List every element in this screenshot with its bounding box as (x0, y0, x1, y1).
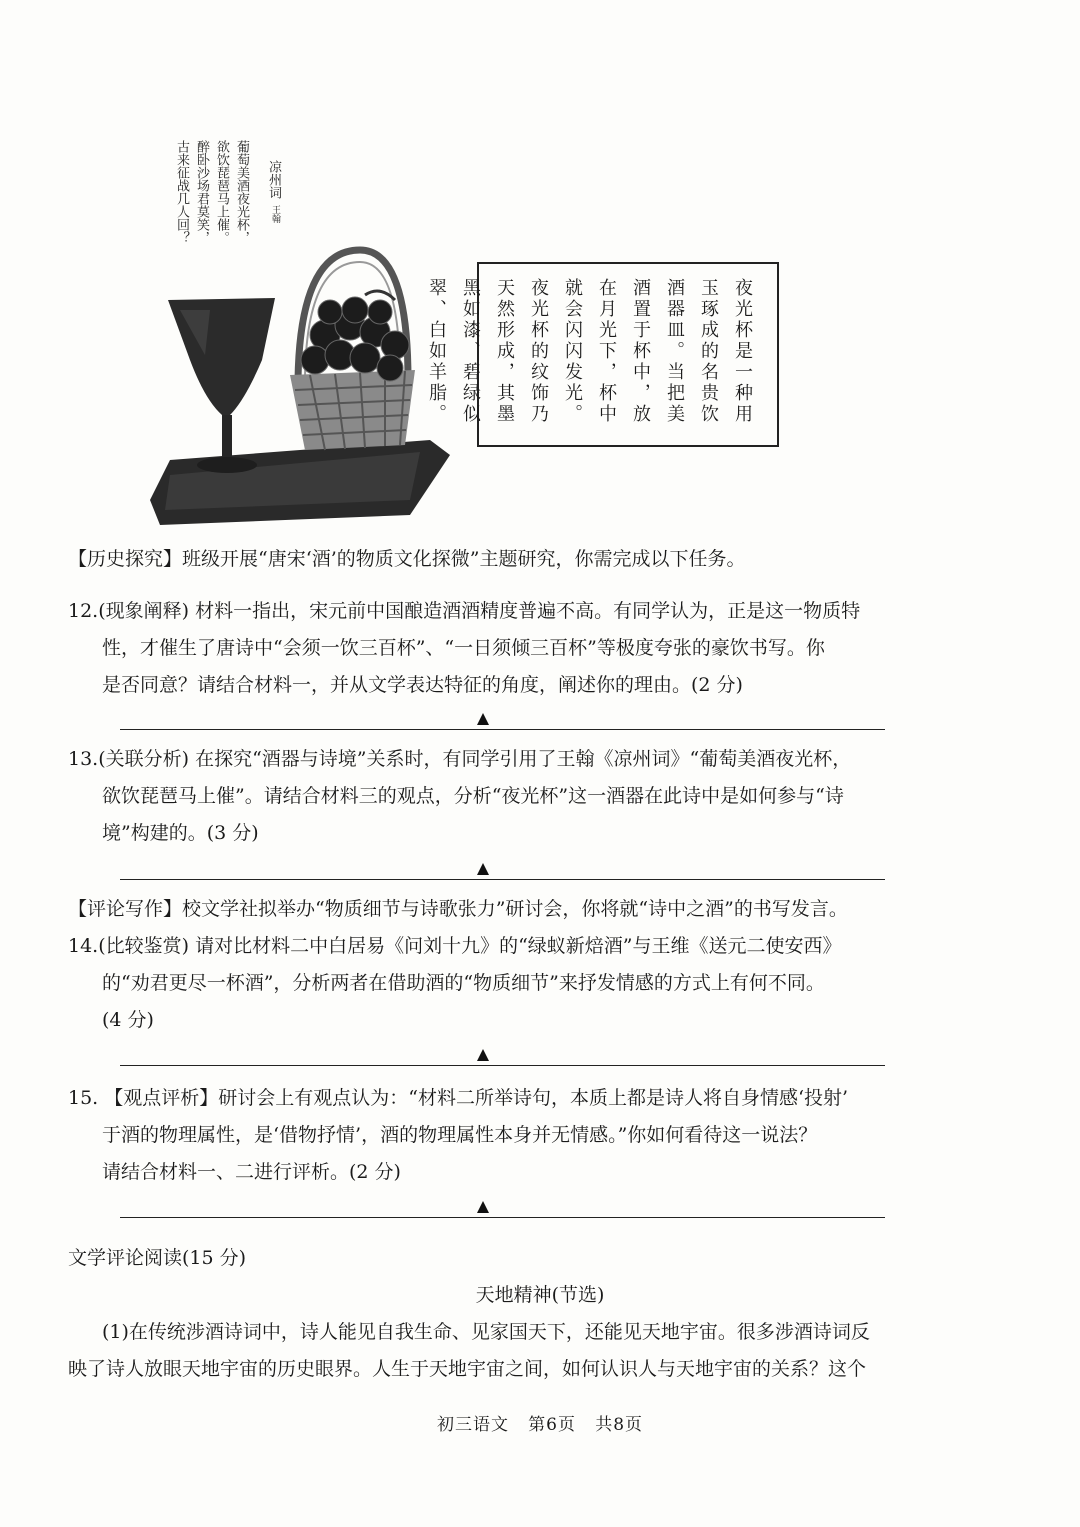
handwriting-line: 欲饮琵琶马上催。 (214, 140, 229, 244)
answer-line-12[interactable] (120, 729, 885, 730)
answer-marker-icon (477, 713, 489, 725)
question-12 (68, 593, 860, 704)
handwriting-line: 古来征战几人回？ (174, 140, 189, 244)
handwriting-author: 王翰 (270, 205, 280, 223)
answer-line-13[interactable] (120, 879, 885, 880)
question-14-line: 14.(比较鉴赏) 请对比材料二中白居易《问刘十九》的“绿蚁新焙酒”与王维《送元二使安西》 (68, 935, 842, 957)
question-15-line: 15. 【观点评析】研讨会上有观点认为：“材料二所举诗句，本质上都是诗人将自身情感‘投射’ (68, 1087, 849, 1109)
question-12-line: 12.(现象阐释) 材料一指出，宋元前中国酿造酒酒精度普遍不高。有同学认为，正是这一物质特 (68, 600, 861, 622)
page-footer: 初三语文 第6页 共8页 (436, 1415, 644, 1435)
question-12-line: 性，才催生了唐诗中“会须一饮三百杯”、“一日须倾三百杯”等极度夸张的豪饮书写。你 (102, 637, 825, 659)
night-glow-cup-note-box (426, 262, 779, 447)
question-13 (68, 741, 851, 852)
illustration (150, 130, 450, 525)
handwriting-title: 凉州词 (266, 160, 281, 199)
question-14-line: (4 分) (102, 1009, 154, 1031)
question-13-line: 欲饮琵琶马上催”。请结合材料三的观点，分析“夜光杯”这一酒器在此诗中是如何参与“诗 (102, 785, 844, 807)
section-review-heading: 【评论写作】校文学社拟举办“物质细节与诗歌张力”研讨会，你将就“诗中之酒”的书写发言。 (68, 898, 848, 920)
question-15-line: 请结合材料一、二进行评析。(2 分) (102, 1161, 401, 1183)
question-13-line: 13.(关联分析) 在探究“酒器与诗境”关系时，有同学引用了王翰《凉州词》“葡萄美酒夜光杯， (68, 748, 852, 770)
handwriting-line: 葡萄美酒夜光杯， (234, 140, 249, 244)
question-14-line: 的“劝君更尽一杯酒”，分析两者在借助酒的“物质细节”来抒发情感的方式上有何不同。 (102, 972, 825, 994)
wine-cup-and-grapes-image (150, 240, 450, 525)
article-line: (1)在传统涉酒诗词中，诗人能见自我生命、见家国天下，还能见天地宇宙。很多涉酒诗词反 (102, 1321, 870, 1343)
answer-line-15[interactable] (120, 1217, 885, 1218)
handwriting-line: 醉卧沙场君莫笑， (194, 140, 209, 244)
question-15 (68, 1080, 848, 1191)
answer-marker-icon (477, 863, 489, 875)
article-line: 映了诗人放眼天地宇宙的历史眼界。人生于天地宇宙之间，如何认识人与天地宇宙的关系？这个 (68, 1358, 867, 1380)
question-14 (68, 928, 842, 1039)
section-literary-heading: 文学评论阅读(15 分) (68, 1247, 247, 1269)
night-glow-cup-note: 夜光杯是一种用玉琢成的名贵饮酒器皿。当把美酒置于杯中，放在月光下，杯中就会闪闪发光。夜光杯的纹饰乃天然形成，其墨黑如漆、碧绿似翠、白如羊脂。 (426, 278, 753, 425)
section-history-heading: 【历史探究】班级开展“唐宋‘酒’的物质文化探微”主题研究，你需完成以下任务。 (68, 548, 746, 570)
answer-marker-icon (477, 1201, 489, 1213)
question-13-line: 境”构建的。(3 分) (102, 822, 259, 844)
question-15-line: 于酒的物理属性，是‘借物抒情’，酒的物理属性本身并无情感。”你如何看待这一说法？ (102, 1124, 818, 1146)
article-body (68, 1314, 870, 1388)
answer-line-14[interactable] (120, 1065, 885, 1066)
question-12-line: 是否同意？请结合材料一，并从文学表达特征的角度，阐述你的理由。(2 分) (102, 674, 743, 696)
article-title: 天地精神(节选) (475, 1284, 605, 1306)
answer-marker-icon (477, 1049, 489, 1061)
